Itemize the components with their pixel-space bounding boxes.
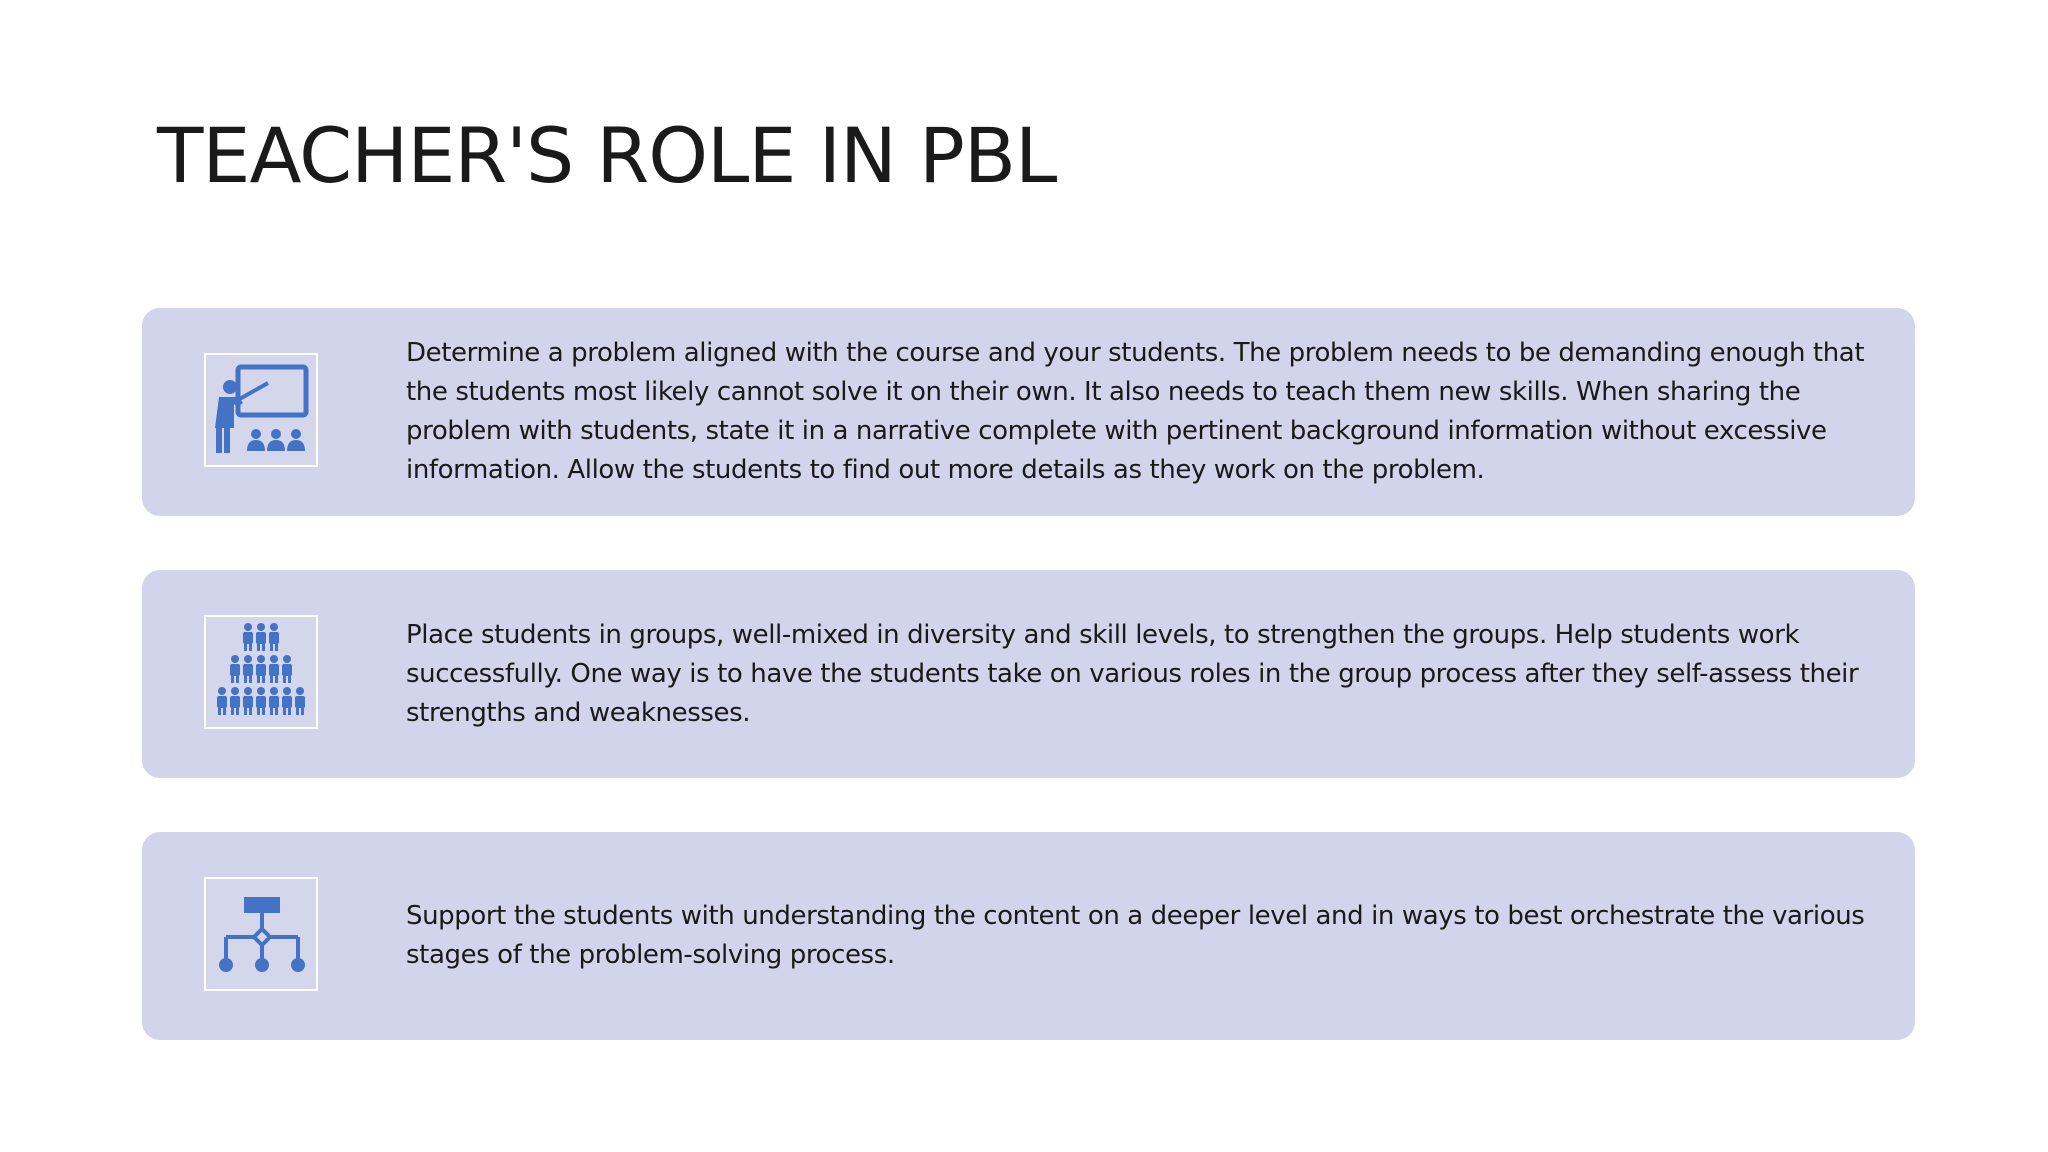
role-card-text: Determine a problem aligned with the course and your students. The problem needs to be demanding enough that the students most likely cannot solve it on their own. It also needs to teach them new skills. When sharing the problem with students, state it in a narrative complete with pertinent background information without excessive information. Allow the students to find out more details as they work on the problem. [406, 338, 1865, 485]
role-card-text-container [406, 308, 1889, 516]
role-card-problem [142, 308, 1915, 516]
role-card-text-container [406, 570, 1889, 778]
slide-title: TEACHER'S ROLE IN PBL [157, 111, 1057, 200]
role-card-text: Support the students with understanding the content on a deeper level and in ways to best orchestrate the various stages of the problem-solving process. [406, 901, 1865, 970]
role-card-text: Place students in groups, well-mixed in diversity and skill levels, to strengthen the groups. Help students work successfully. One way is to have the students take on various roles in the group process after they self-assess their strengths and weaknesses. [406, 619, 1859, 728]
student-groups-icon [204, 615, 318, 729]
role-card-text-container [406, 832, 1889, 1040]
role-card-support [142, 832, 1915, 1040]
role-card-groups [142, 570, 1915, 778]
process-flowchart-icon [204, 877, 318, 991]
teacher-presentation-icon [204, 353, 318, 467]
